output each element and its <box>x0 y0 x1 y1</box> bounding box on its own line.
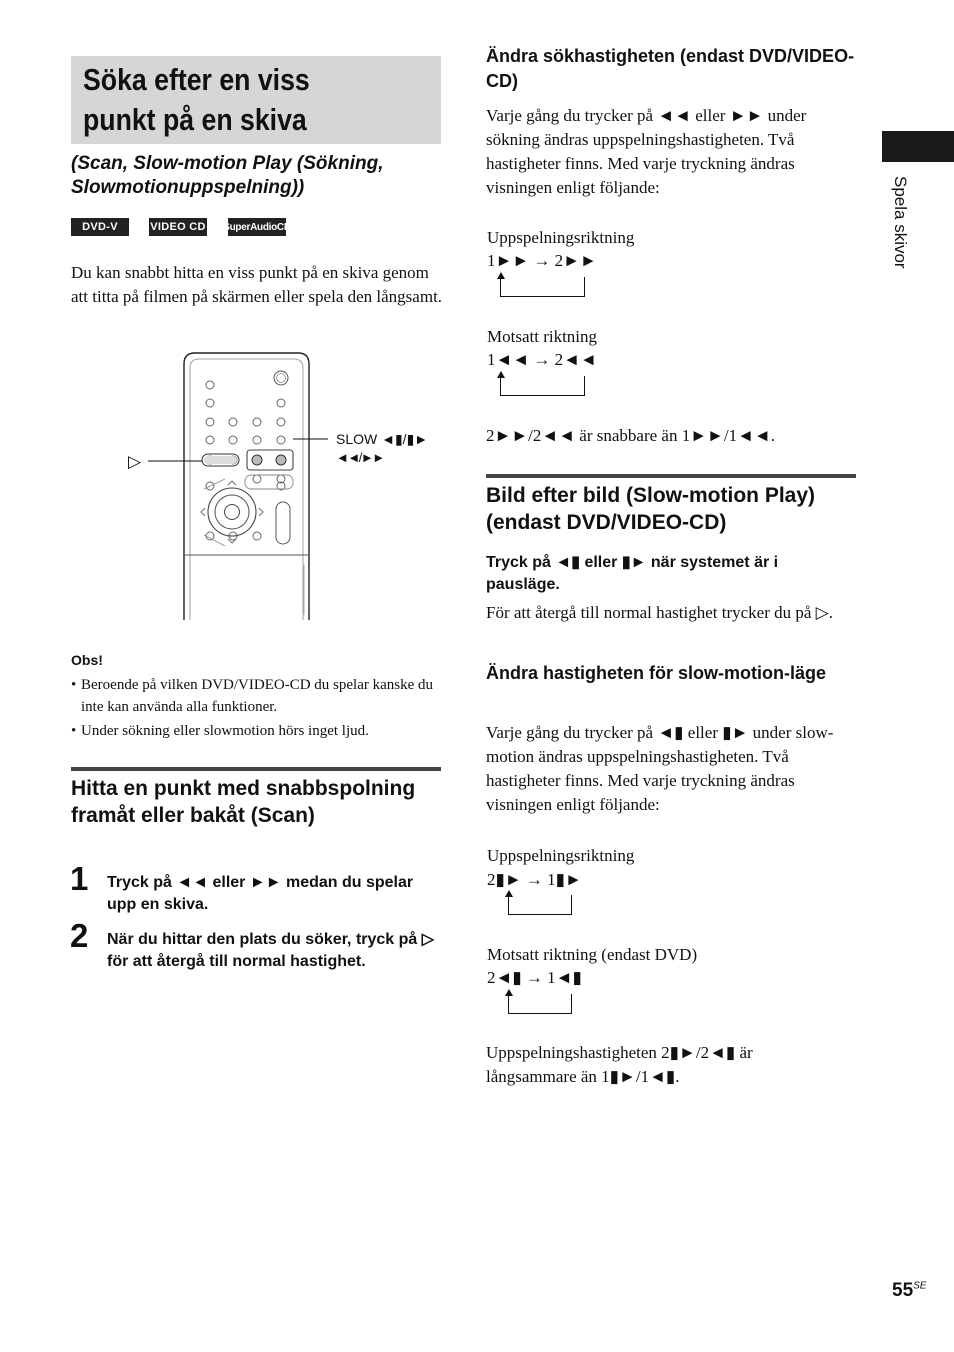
section-rule-scan <box>71 767 441 771</box>
step-1-text: Tryck på ◄◄ eller ►► medan du spelar upp en skiva. <box>107 874 414 913</box>
scan-heading: Hitta en punkt med snabbspolning framåt eller bakåt (Scan) <box>71 777 416 827</box>
step-2-text: När du hittar den plats du söker, tryck på ▷ för att återgå till normal hastighet. <box>107 931 435 970</box>
slow-forward-loop <box>508 895 572 915</box>
badge-video-cd: VIDEO CD <box>149 218 207 236</box>
slow-note: Uppspelningshastigheten 2▮►/2◄▮ är långsammare än 1▮►/1◄▮. <box>486 1043 753 1086</box>
step-1-number: 1 <box>70 860 89 897</box>
slow-forward-arrow-icon <box>505 890 513 897</box>
speed-forward-seq: 1►► → 2►► <box>487 251 597 270</box>
speed-reverse-label: Motsatt riktning <box>487 327 598 346</box>
page-subtitle: (Scan, Slow-motion Play (Sökning, Slowmotionuppspelning)) <box>71 153 384 198</box>
slow-heading: Bild efter bild (Slow-motion Play) (endast DVD/VIDEO-CD) <box>486 484 816 534</box>
slow-forward-seq: 2▮► → 1▮► <box>487 870 582 889</box>
badge-dvd-v: DVD-V <box>71 218 129 236</box>
section-rule-slow <box>486 474 856 478</box>
intro-text: Du kan snabbt hitta en viss punkt på en skiva genom att titta på filmen på skärmen eller spela den långsamt. <box>71 263 443 306</box>
remote-slow-label: SLOW ◄▮/▮► <box>336 431 429 447</box>
remote-drawing <box>120 350 450 625</box>
speed-reverse-arrow-icon <box>497 371 505 378</box>
speed-reverse-seq: 1◄◄ → 2◄◄ <box>487 350 597 369</box>
speed-body: Varje gång du trycker på ◄◄ eller ►► under sökning ändras uppspelningshastigheten. Två hastigheter finns. Med varje tryckning ändras visningen enligt följande: <box>486 106 807 197</box>
speed-reverse-loop <box>500 376 585 396</box>
slow-sub-heading: Ändra hastigheten för slow-motion-läge <box>486 663 827 683</box>
slow-body: För att återgå till normal hastighet trycker du på ▷. <box>486 603 833 622</box>
obs-item-1: Beroende på vilken DVD/VIDEO-CD du spelar kanske du inte kan använda alla funktioner. <box>81 677 433 715</box>
obs-item-2: Under sökning eller slowmotion hörs inget ljud. <box>81 723 369 739</box>
badge-super-audio-cd: SuperAudioCD <box>228 218 286 236</box>
speed-note: 2►►/2◄◄ är snabbare än 1►►/1◄◄. <box>486 426 775 445</box>
slow-reverse-seq: 2◄▮ → 1◄▮ <box>487 968 582 987</box>
slow-instruction: Tryck på ◄▮ eller ▮► när systemet är i pausläge. <box>486 554 779 593</box>
slow-sub-body: Varje gång du trycker på ◄▮ eller ▮► under slow-motion ändras uppspelningshastigheten. Två hastigheter finns. Med varje tryckning ändras visningen enligt följande: <box>486 723 834 814</box>
slow-reverse-label: Motsatt riktning (endast DVD) <box>487 945 698 964</box>
step-2-number: 2 <box>70 917 89 954</box>
side-tab-label: Spela skivor <box>891 176 910 269</box>
speed-heading: Ändra sökhastigheten (endast DVD/VIDEO-CD) <box>486 46 855 91</box>
obs-bullet-1: • <box>71 677 77 693</box>
title-box <box>71 56 441 144</box>
page-number-suffix: SE <box>913 1280 927 1292</box>
page-number-value: 55 <box>892 1280 914 1301</box>
slow-reverse-arrow-icon <box>505 989 513 996</box>
remote-illustration <box>120 350 450 625</box>
speed-forward-loop <box>500 277 585 297</box>
page-title: Söka efter en viss punkt på en skiva <box>83 62 310 137</box>
obs-heading: Obs! <box>71 652 103 668</box>
section-tab <box>882 131 954 162</box>
obs-bullet-2: • <box>71 723 77 739</box>
page-number <box>892 1280 926 1302</box>
remote-scan-label: ◄◄/►► <box>336 450 384 465</box>
speed-forward-label: Uppspelningsriktning <box>487 228 635 247</box>
slow-forward-label: Uppspelningsriktning <box>487 846 635 865</box>
slow-reverse-loop <box>508 994 572 1014</box>
speed-forward-arrow-icon <box>497 272 505 279</box>
remote-play-label: ▷ <box>128 452 142 471</box>
